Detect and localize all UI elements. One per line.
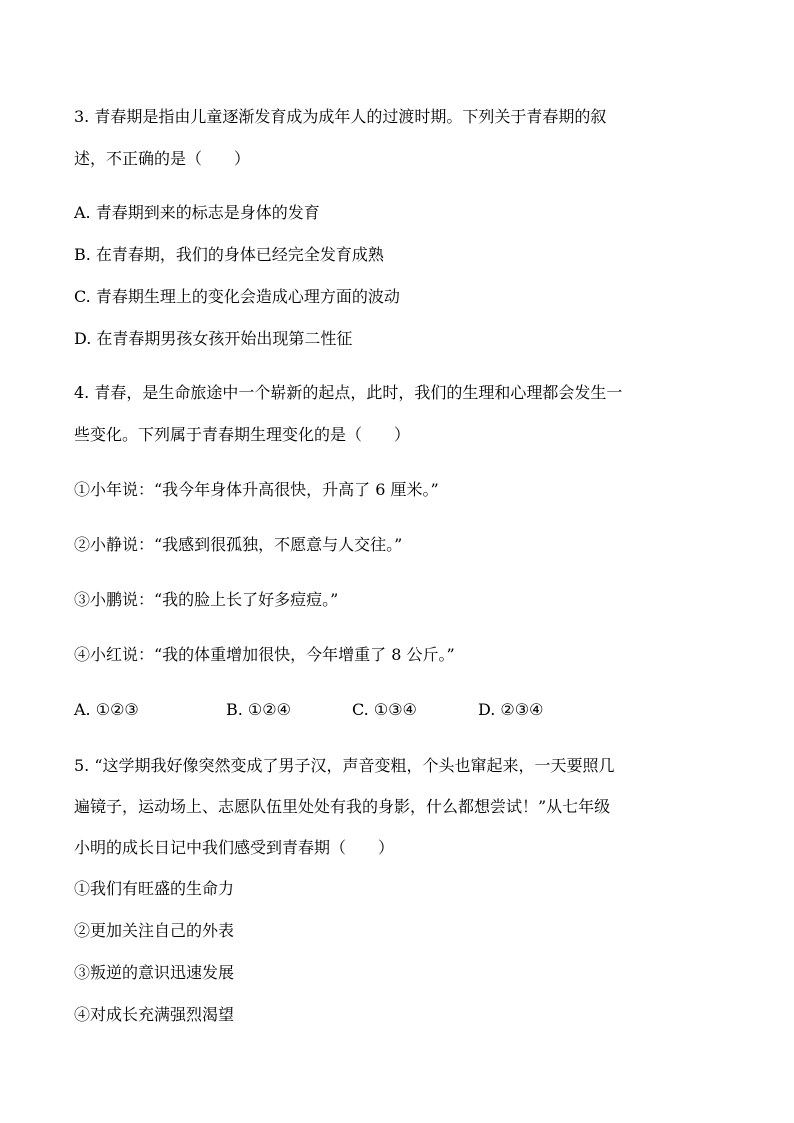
q5-statement-4: ④对成长充满强烈渴望 xyxy=(74,1005,235,1024)
q4-option-d: D. ②③④ xyxy=(478,700,544,719)
q5-statement-1: ①我们有旺盛的生命力 xyxy=(74,879,235,898)
q4-statement-3: ③小鹏说：“我的脸上长了好多痘痘。” xyxy=(74,590,339,609)
q5-statement-3: ③叛逆的意识迅速发展 xyxy=(74,963,235,982)
q3-stem-line-2: 述，不正确的是（ ） xyxy=(74,149,251,168)
q3-option-b: B. 在青春期，我们的身体已经完全发育成熟 xyxy=(74,245,384,264)
q5-statement-2: ②更加关注自己的外表 xyxy=(74,921,235,940)
q4-statement-1: ①小年说：“我今年身体升高很快，升高了 6 厘米。” xyxy=(74,480,439,499)
q4-stem-line-1: 4. 青春，是生命旅途中一个崭新的起点，此时，我们的生理和心理都会发生一 xyxy=(74,383,623,402)
q5-stem-line-3: 小明的成长日记中我们感受到青春期（ ） xyxy=(74,838,395,857)
q4-option-c: C. ①③④ xyxy=(352,700,417,719)
q4-statement-4: ④小红说：“我的体重增加很快，今年增重了 8 公斤。” xyxy=(74,645,455,664)
q4-option-b: B. ①②④ xyxy=(226,700,291,719)
q3-option-c: C. 青春期生理上的变化会造成心理方面的波动 xyxy=(74,287,400,306)
q3-stem-line-1: 3. 青春期是指由儿童逐渐发育成为成年人的过渡时期。下列关于青春期的叙 xyxy=(74,107,607,126)
q4-statement-2: ②小静说：“我感到很孤独，不愿意与人交往。” xyxy=(74,535,403,554)
q3-option-d: D. 在青春期男孩女孩开始出现第二性征 xyxy=(74,329,353,348)
q3-option-a: A. 青春期到来的标志是身体的发育 xyxy=(74,203,320,222)
q4-stem-line-2: 些变化。下列属于青春期生理变化的是（ ） xyxy=(74,425,411,444)
q4-option-a: A. ①②③ xyxy=(74,700,139,719)
q5-stem-line-2: 遍镜子，运动场上、志愿队伍里处处有我的身影，什么都想尝试！”从七年级 xyxy=(74,797,611,816)
q5-stem-line-1: 5. “这学期我好像突然变成了男子汉，声音变粗，个头也窜起来，一天要照几 xyxy=(74,756,615,775)
q4-options-row xyxy=(74,700,714,720)
